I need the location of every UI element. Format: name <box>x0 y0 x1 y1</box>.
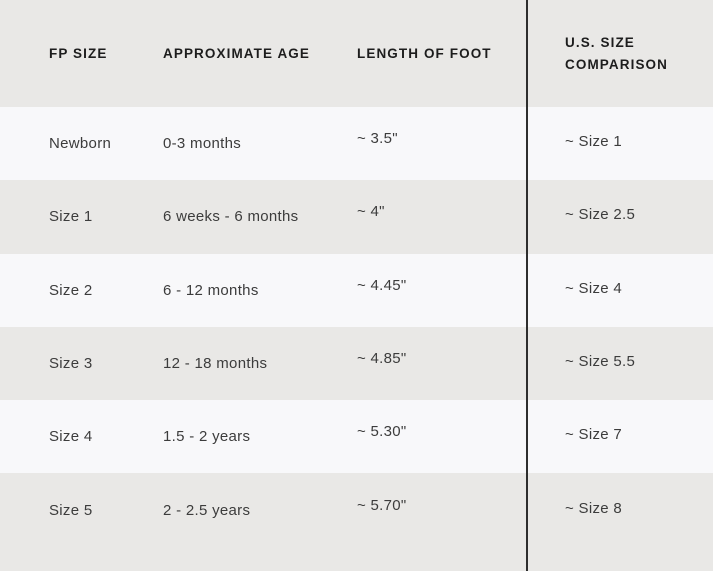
table-row <box>0 254 713 327</box>
cell-age: 12 - 18 months <box>163 355 268 373</box>
cell-us-size: ~ Size 7 <box>565 426 623 444</box>
table-row <box>0 180 713 253</box>
table-row <box>0 327 713 400</box>
cell-us-size: ~ Size 5.5 <box>565 353 636 371</box>
cell-length: ~ 4" <box>357 203 385 221</box>
cell-fp-size: Newborn <box>49 135 112 153</box>
cell-age: 2 - 2.5 years <box>163 501 251 519</box>
cell-age: 6 - 12 months <box>163 281 259 299</box>
cell-age: 1.5 - 2 years <box>163 428 251 446</box>
cell-us-size: ~ Size 4 <box>565 279 623 297</box>
table-row <box>0 400 713 473</box>
cell-us-size: ~ Size 8 <box>565 499 623 517</box>
cell-fp-size: Size 3 <box>49 355 93 373</box>
cell-length: ~ 4.85" <box>357 350 407 368</box>
column-header-fp-size: FP SIZE <box>49 45 108 61</box>
cell-length: ~ 4.45" <box>357 276 407 294</box>
cell-fp-size: Size 5 <box>49 501 93 519</box>
column-header-length-of-foot: LENGTH OF FOOT <box>357 45 492 61</box>
cell-us-size: ~ Size 2.5 <box>565 206 636 224</box>
table-header-row <box>0 0 713 107</box>
cell-fp-size: Size 4 <box>49 428 93 446</box>
column-divider-line <box>526 0 528 571</box>
cell-length: ~ 3.5" <box>357 130 398 148</box>
table-row <box>0 107 713 180</box>
cell-fp-size: Size 2 <box>49 281 93 299</box>
table-row <box>0 473 713 546</box>
column-header-us-size-comparison: U.S. SIZE COMPARISON <box>565 34 669 72</box>
column-header-approximate-age: APPROXIMATE AGE <box>163 45 311 61</box>
cell-age: 0-3 months <box>163 135 242 153</box>
cell-fp-size: Size 1 <box>49 208 93 226</box>
cell-length: ~ 5.30" <box>357 423 407 441</box>
cell-us-size: ~ Size 1 <box>565 133 623 151</box>
cell-length: ~ 5.70" <box>357 496 407 514</box>
cell-age: 6 weeks - 6 months <box>163 208 299 226</box>
table-body <box>0 107 713 547</box>
